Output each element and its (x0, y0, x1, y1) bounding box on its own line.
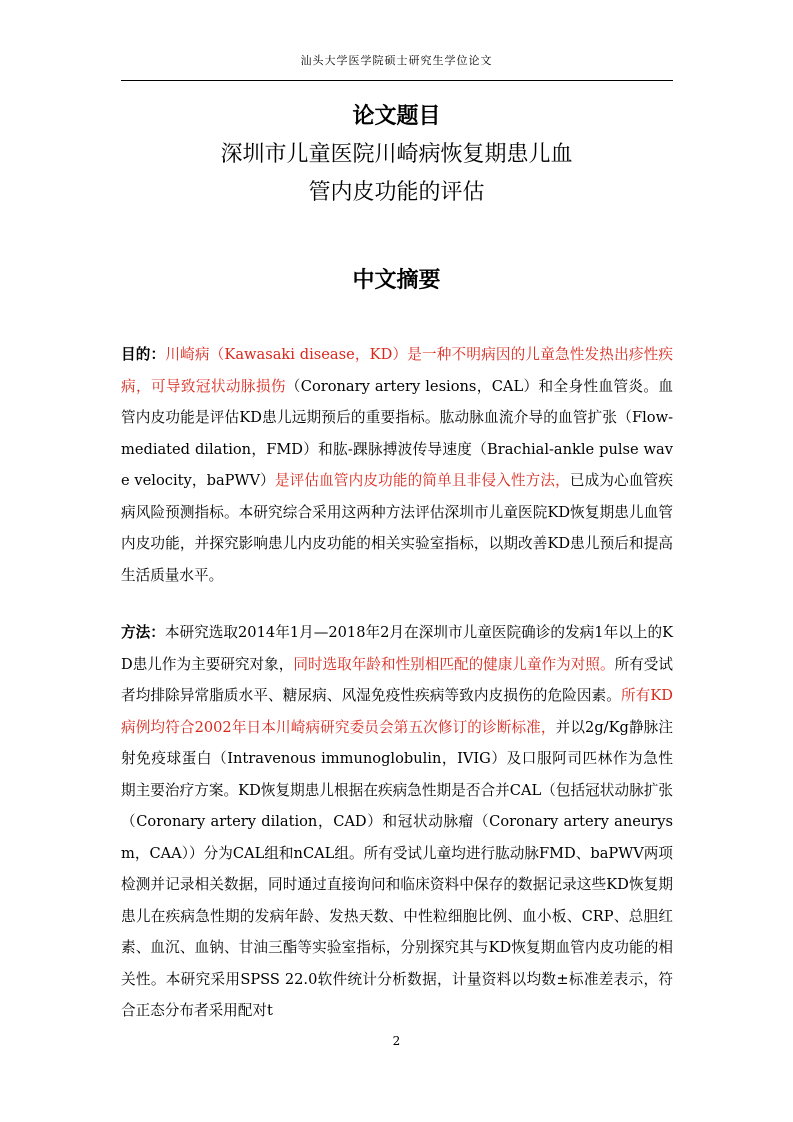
body-text: （Coronary artery lesions，CAL）和全身性血管炎。血管内皮功能是评估KD患儿远期预后的重要指标。肱动脉血流介导的血管扩张（Flow-mediated dilation，FMD）和肱-踝脉搏波传导速度（Brachial-ankle pulse wave velocity，baPWV） (121, 377, 673, 489)
methods-label: 方法： (121, 624, 165, 641)
page-number: 2 (392, 1034, 401, 1048)
objective-label: 目的： (121, 346, 166, 363)
objective-paragraph (121, 339, 673, 591)
thesis-title-label: 论文题目 (352, 104, 441, 129)
title-block (0, 100, 793, 296)
methods-paragraph (121, 617, 673, 1027)
body-text: 所有受试者均排除异常脂质水平、糖尿病、风湿免疫性疾病等致内皮损伤的危险因素。 (121, 655, 673, 704)
highlighted-text: 所有KD病例均符合2002年日本川崎病研究委员会第五次修订的诊断标准， (121, 687, 673, 736)
body-text: 已成为心血管疾病风险预测指标。本研究综合采用这两种方法评估深圳市儿童医院KD恢复期患儿血管内皮功能，并探究影响患儿内皮功能的相关实验室指标，以期改善KD患儿预后和提高生活质量水平。 (121, 472, 673, 584)
thesis-title-line-1: 深圳市儿童医院川崎病恢复期患儿血 (220, 142, 573, 167)
thesis-title-line-2: 管内皮功能的评估 (308, 180, 485, 205)
highlighted-text: 是评估血管内皮功能的简单且非侵入性方法， (274, 472, 570, 489)
body-text: 本研究选取2014年1月—2018年2月在深圳市儿童医院确诊的发病1年以上的KD患儿作为主要研究对象， (121, 624, 673, 673)
running-header: 汕头大学医学院硕士研究生学位论文 (300, 54, 493, 67)
header-divider (121, 80, 673, 81)
abstract-heading: 中文摘要 (352, 268, 441, 293)
body-text: 并以2g/Kg静脉注射免疫球蛋白（Intravenous immunoglobulin，IVIG）及口服阿司匹林作为急性期主要治疗方案。KD恢复期患儿根据在疾病急性期是否合并CAL（包括冠状动脉扩张（Coronary artery dilation，CAD）和冠状动脉瘤（Coronary artery aneurysm，CAA））分为CAL组和nCAL组。所有受试儿童均进行肱动脉FMD、baPWV两项检测并记录相关数据，同时通过直接询问和临床资料中保存的数据记录这些KD恢复期患儿在疾病急性期的发病年龄、发热天数、中性粒细胞比例、血小板、CRP、总胆红素、血沉、血钠、甘油三酯等实验室指标，分别探究其与KD恢复期血管内皮功能的相关性。本研究采用SPSS 22.0软件统计分析数据，计量资料以均数±标准差表示，符合正态分布者采用配对t (121, 718, 673, 1019)
highlighted-text: 同时选取年龄和性别相匹配的健康儿童作为对照。 (293, 655, 615, 673)
highlighted-text: 川崎病（Kawasaki disease，KD）是一种不明病因的儿童急性发热出疹性疾病，可导致冠状动脉损伤 (121, 346, 673, 395)
